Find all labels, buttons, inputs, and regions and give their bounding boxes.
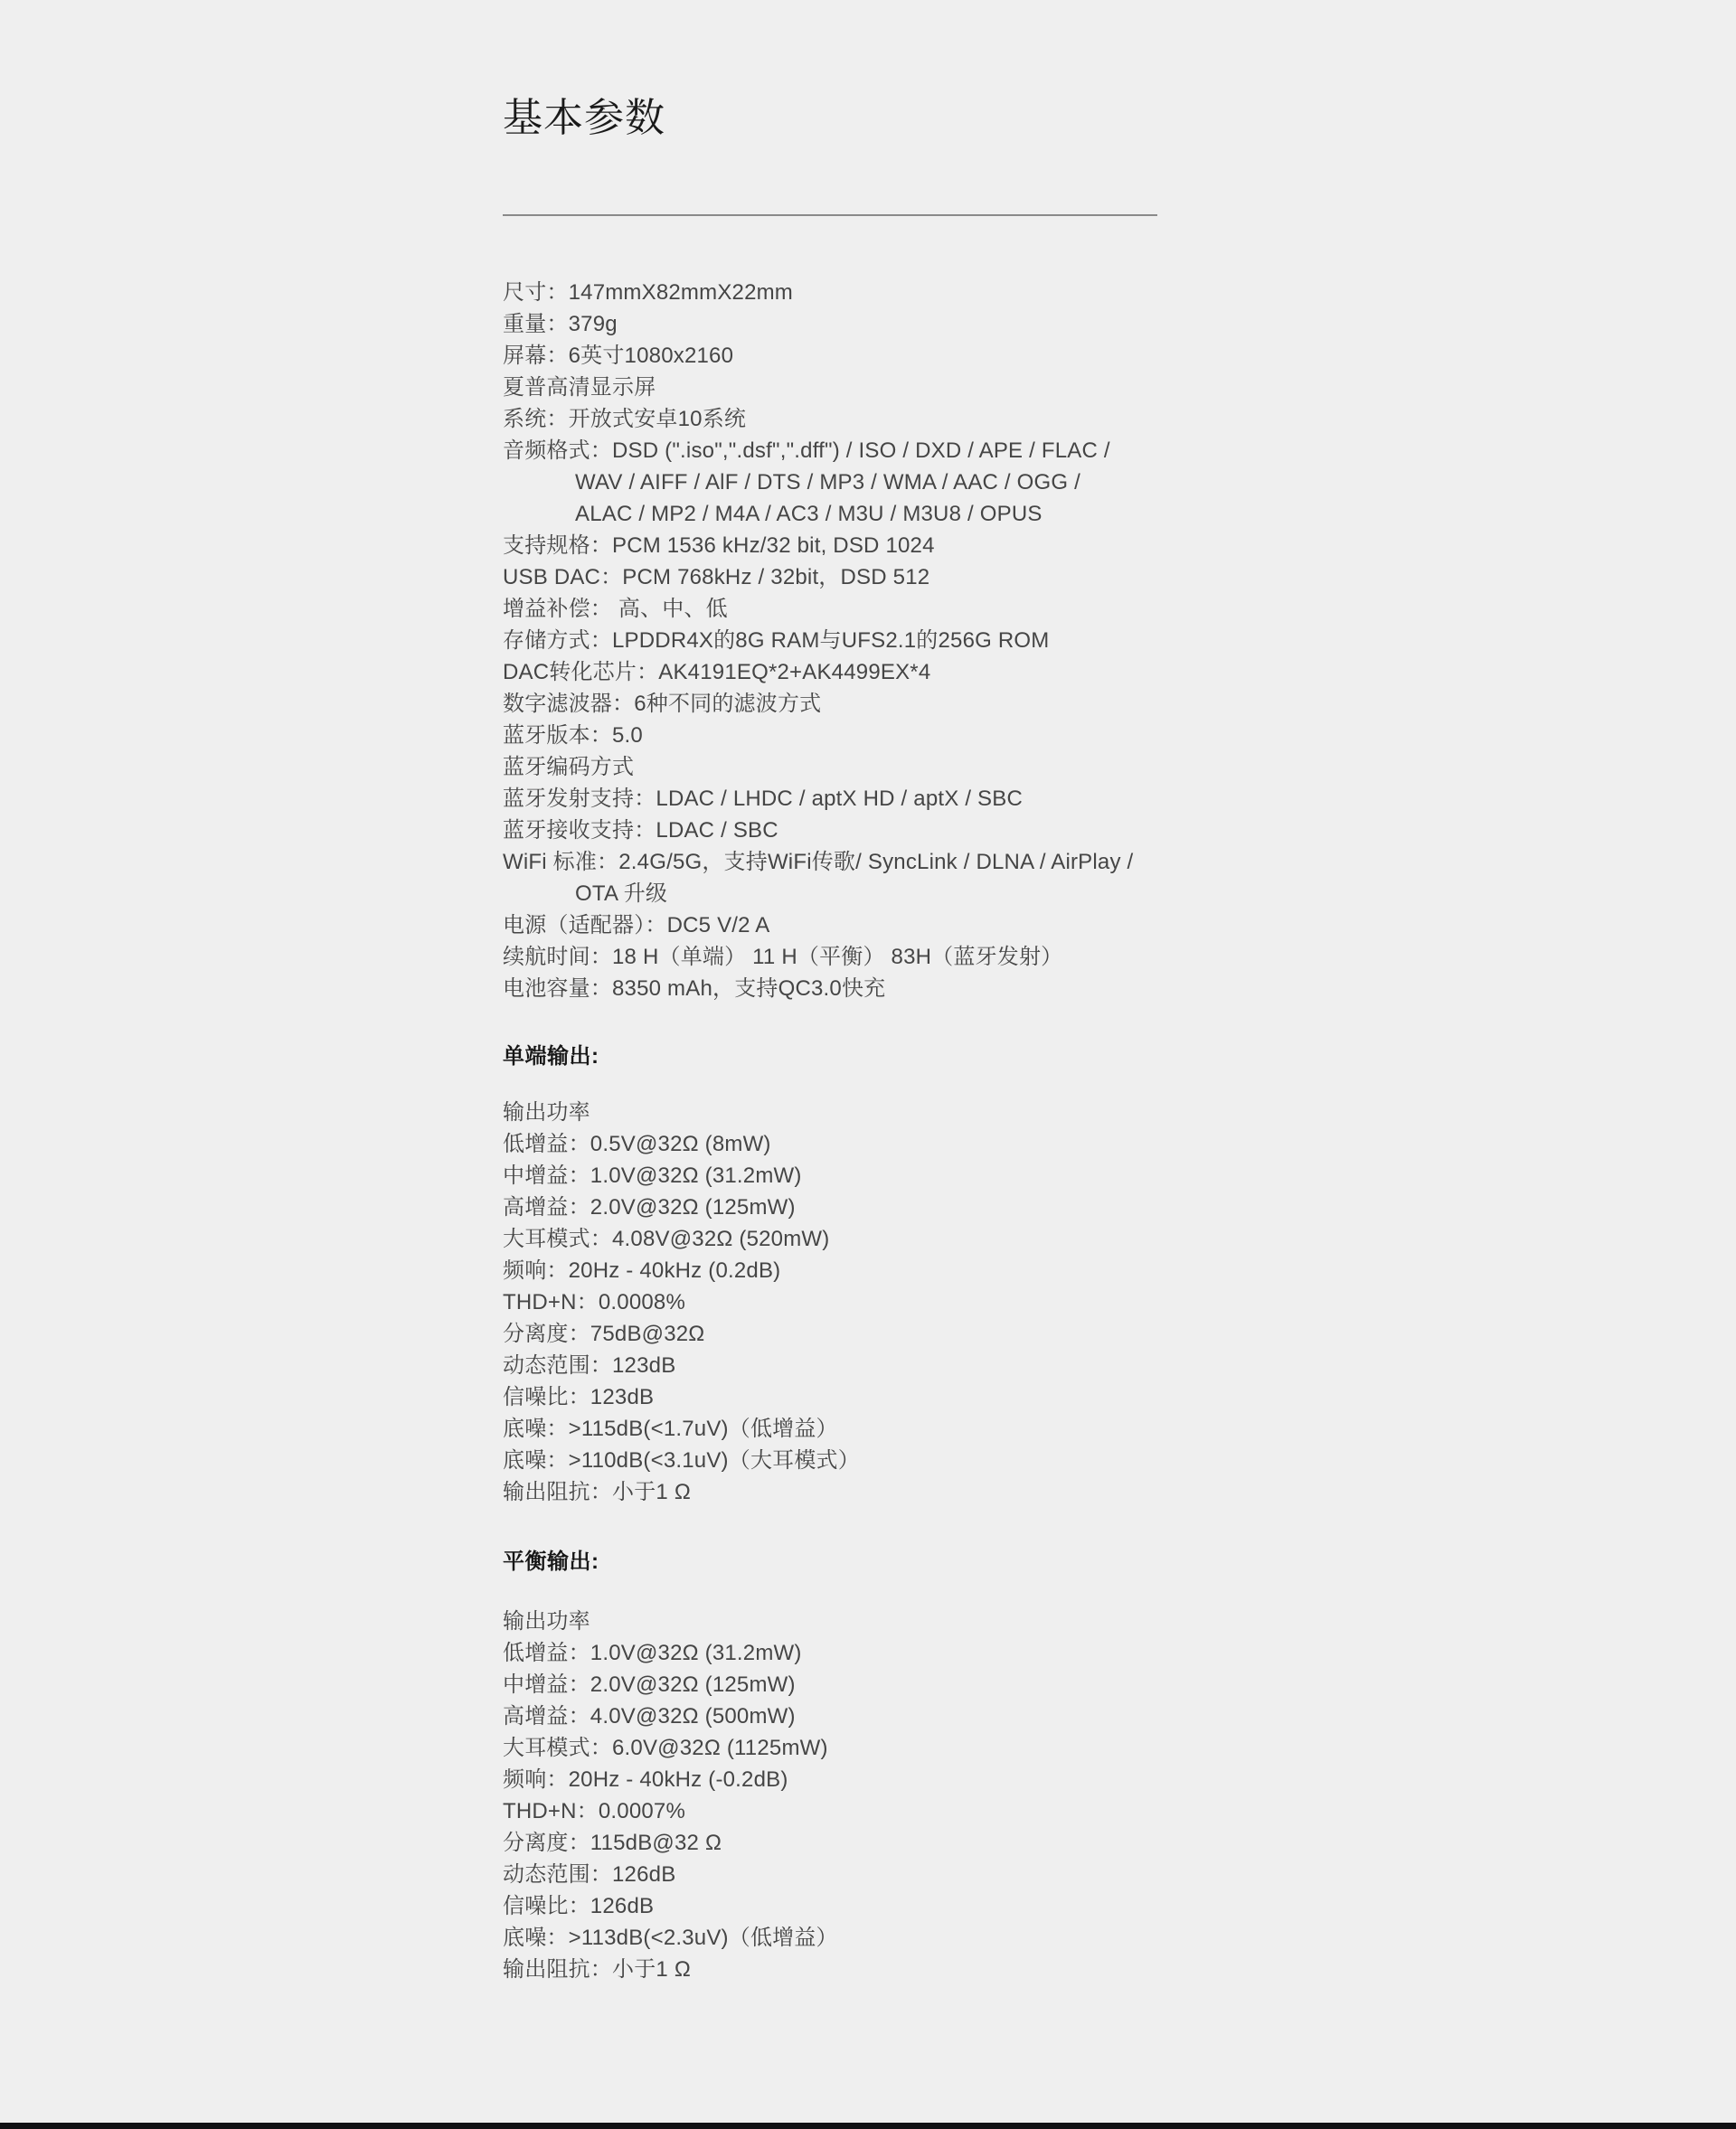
spec-section	[503, 1546, 1244, 1985]
spec-section	[503, 277, 1244, 1004]
spec-line: 尺寸：147mmX82mmX22mm	[503, 280, 794, 305]
spec-line: 支持规格：PCM 1536 kHz/32 bit, DSD 1024	[503, 533, 935, 558]
spec-line: 蓝牙版本：5.0	[503, 723, 643, 748]
spec-line: 增益补偿： 高、中、低	[503, 597, 728, 621]
spec-line: 动态范围：126dB	[503, 1862, 676, 1887]
bottom-bar	[0, 2123, 1736, 2129]
spec-line: 信噪比：123dB	[503, 1385, 655, 1409]
spec-line: 数字滤波器：6种不同的滤波方式	[503, 692, 822, 716]
spec-line: 高增益：2.0V@32Ω (125mW)	[503, 1195, 796, 1220]
section-lines	[503, 1097, 1244, 1508]
spec-line: 底噪：>113dB(<2.3uV)（低增益）	[503, 1926, 838, 1950]
spec-line: 中增益：1.0V@32Ω (31.2mW)	[503, 1163, 802, 1188]
spec-line: 底噪：>110dB(<3.1uV)（大耳模式）	[503, 1448, 860, 1473]
spec-content	[503, 0, 1244, 1985]
page-title: 基本参数	[503, 96, 665, 140]
spec-line: WiFi 标准：2.4G/5G，支持WiFi传歌/ SyncLink / DLNA / AirPlay /	[503, 850, 1134, 874]
section-lines	[503, 1606, 1244, 1985]
spec-line: USB DAC：PCM 768kHz / 32bit，DSD 512	[503, 565, 930, 589]
spec-line: 底噪：>115dB(<1.7uV)（低增益）	[503, 1417, 838, 1441]
spec-line: 高增益：4.0V@32Ω (500mW)	[503, 1704, 796, 1729]
spec-line: 系统：开放式安卓10系统	[503, 407, 747, 431]
spec-line: 大耳模式：6.0V@32Ω (1125mW)	[503, 1736, 828, 1760]
spec-line: 低增益：0.5V@32Ω (8mW)	[503, 1132, 771, 1156]
spec-section	[503, 1041, 1244, 1508]
spec-line: 中增益：2.0V@32Ω (125mW)	[503, 1672, 796, 1697]
spec-line: 屏幕：6英寸1080x2160	[503, 344, 734, 368]
spec-line: 频响：20Hz - 40kHz (-0.2dB)	[503, 1767, 788, 1792]
spec-line: DAC转化芯片：AK4191EQ*2+AK4499EX*4	[503, 660, 931, 684]
spec-line: 存储方式：LPDDR4X的8G RAM与UFS2.1的256G ROM	[503, 628, 1050, 653]
spec-line: OTA 升级	[575, 881, 668, 906]
spec-line: 蓝牙发射支持：LDAC / LHDC / aptX HD / aptX / SBC	[503, 787, 1024, 811]
spec-line: THD+N：0.0007%	[503, 1799, 686, 1823]
spec-sections	[503, 277, 1244, 1985]
spec-line: THD+N：0.0008%	[503, 1290, 686, 1314]
spec-line: 频响：20Hz - 40kHz (0.2dB)	[503, 1258, 781, 1283]
spec-line: 夏普高清显示屏	[503, 375, 656, 400]
spec-line: 输出阻抗：小于1 Ω	[503, 1957, 691, 1982]
spec-line: 信噪比：126dB	[503, 1894, 655, 1918]
spec-line: ALAC / MP2 / M4A / AC3 / M3U / M3U8 / OPUS	[575, 502, 1043, 526]
spec-line: 输出功率	[503, 1609, 590, 1634]
spec-line: 输出功率	[503, 1100, 590, 1125]
spec-line: 电池容量：8350 mAh，支持QC3.0快充	[503, 976, 886, 1001]
section-heading: 平衡输出:	[503, 1550, 599, 1574]
spec-line: 大耳模式：4.08V@32Ω (520mW)	[503, 1227, 830, 1251]
spec-line: 电源（适配器）：DC5 V/2 A	[503, 913, 770, 937]
spec-line: 音频格式：DSD (".iso",".dsf",".dff") / ISO / DXD / APE / FLAC /	[503, 438, 1110, 463]
spec-line: WAV / AIFF / AlF / DTS / MP3 / WMA / AAC / OGG /	[575, 470, 1081, 495]
spec-line: 蓝牙接收支持：LDAC / SBC	[503, 818, 778, 843]
spec-line: 续航时间：18 H（单端） 11 H（平衡） 83H（蓝牙发射）	[503, 945, 1063, 969]
section-heading: 单端输出:	[503, 1044, 599, 1069]
spec-line: 分离度：75dB@32Ω	[503, 1322, 705, 1346]
spec-line: 重量：379g	[503, 312, 618, 336]
spec-line: 低增益：1.0V@32Ω (31.2mW)	[503, 1641, 802, 1665]
spec-line: 输出阻抗：小于1 Ω	[503, 1480, 691, 1504]
spec-line: 动态范围：123dB	[503, 1353, 676, 1378]
section-lines	[503, 277, 1244, 1004]
title-divider	[503, 214, 1157, 216]
spec-line: 分离度：115dB@32 Ω	[503, 1831, 722, 1855]
spec-line: 蓝牙编码方式	[503, 755, 635, 779]
